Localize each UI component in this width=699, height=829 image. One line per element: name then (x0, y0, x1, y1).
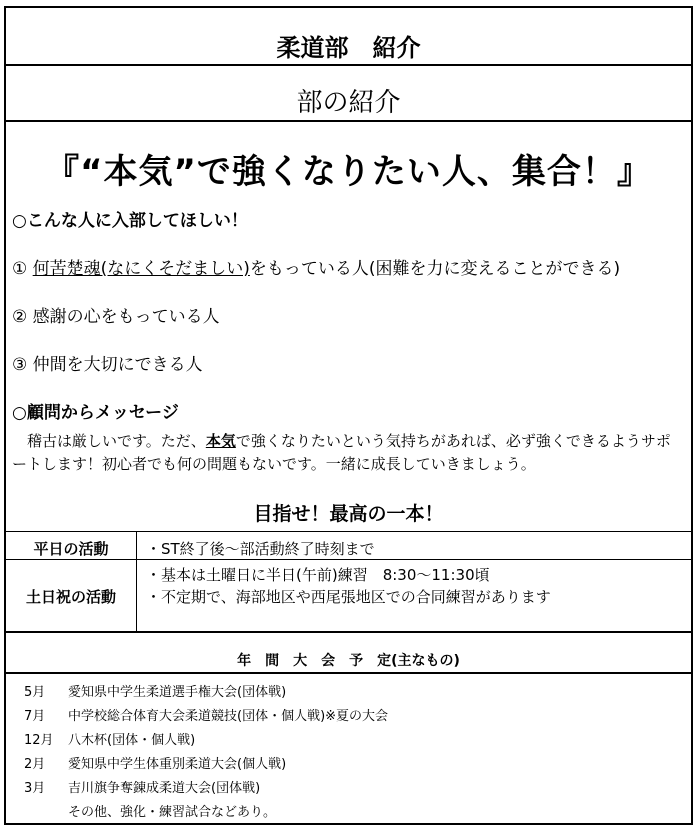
motto: 目指せ！最高の一本！ (253, 503, 444, 525)
wanted-item-3: ③ 仲間を大切にできる人 (12, 355, 203, 375)
page-title: 柔道部 紹介 (276, 34, 421, 62)
slogan: 『“本気”で強くなりたい人、集合！』 (45, 152, 652, 192)
wanted-heading: ○こんな人に入部してほしい！ (12, 211, 248, 231)
section-title: 部の紹介 (296, 88, 401, 118)
event-name: 八木杯(団体・個人戦) (68, 733, 196, 748)
event-name: 中学校総合体育大会柔道競技(団体・個人戦)※夏の大会 (68, 709, 389, 724)
table-column-divider (136, 531, 137, 631)
schedule-title: 年 間 大 会 予 定(主なもの) (237, 653, 460, 669)
weekday-text: ・ST終了後～部活動終了時刻まで (146, 540, 375, 558)
wanted-item-2: ② 感謝の心をもっている人 (12, 307, 220, 327)
message-keyword: 本気 (205, 432, 236, 450)
message-part-2: で強くなりたいという気持ちがあれば、必ず強くできるようサポートします！初心者でも何の問題もないです。一緒に成長していきましょう。 (12, 432, 671, 473)
event-month: 5月 (24, 685, 46, 700)
weekday-label: 平日の活動 (33, 540, 109, 558)
event-name: 愛知県中学生柔道選手権大会(団体戦) (68, 685, 287, 700)
event-month: 7月 (24, 709, 46, 724)
divider (6, 64, 691, 66)
divider (6, 631, 691, 633)
weekend-text-1: ・基本は土曜日に半日(午前)練習 8:30～11:30頃 (146, 566, 490, 584)
message-part-1: 稽古は厳しいです。ただ、 (12, 432, 206, 450)
event-month: 3月 (24, 781, 46, 796)
document-frame (4, 6, 693, 825)
schedule-note: その他、強化・練習試合などあり。 (68, 805, 277, 820)
weekend-label: 土日祝の活動 (25, 588, 116, 606)
wanted-item-1-prefix: ① (12, 259, 33, 279)
event-month: 2月 (24, 757, 46, 772)
wanted-item-1 (12, 254, 620, 279)
table-top-border (6, 531, 691, 532)
event-name: 愛知県中学生体重別柔道大会(個人戦) (68, 757, 287, 772)
message-heading: ○顧問からメッセージ (12, 403, 179, 423)
message-text (12, 430, 685, 476)
divider (6, 120, 691, 122)
event-month: 12月 (24, 733, 54, 748)
wanted-item-1-suffix: をもっている人(困難を力に変えることができる) (249, 259, 621, 279)
divider (6, 672, 691, 674)
weekend-text-2: ・不定期で、海部地区や西尾張地区での合同練習があります (146, 588, 551, 606)
wanted-item-1-keyword: 何苦楚魂(なにくそだましい) (32, 259, 250, 279)
table-row-divider (6, 559, 691, 560)
event-name: 吉川旗争奪錬成柔道大会(団体戦) (68, 781, 261, 796)
